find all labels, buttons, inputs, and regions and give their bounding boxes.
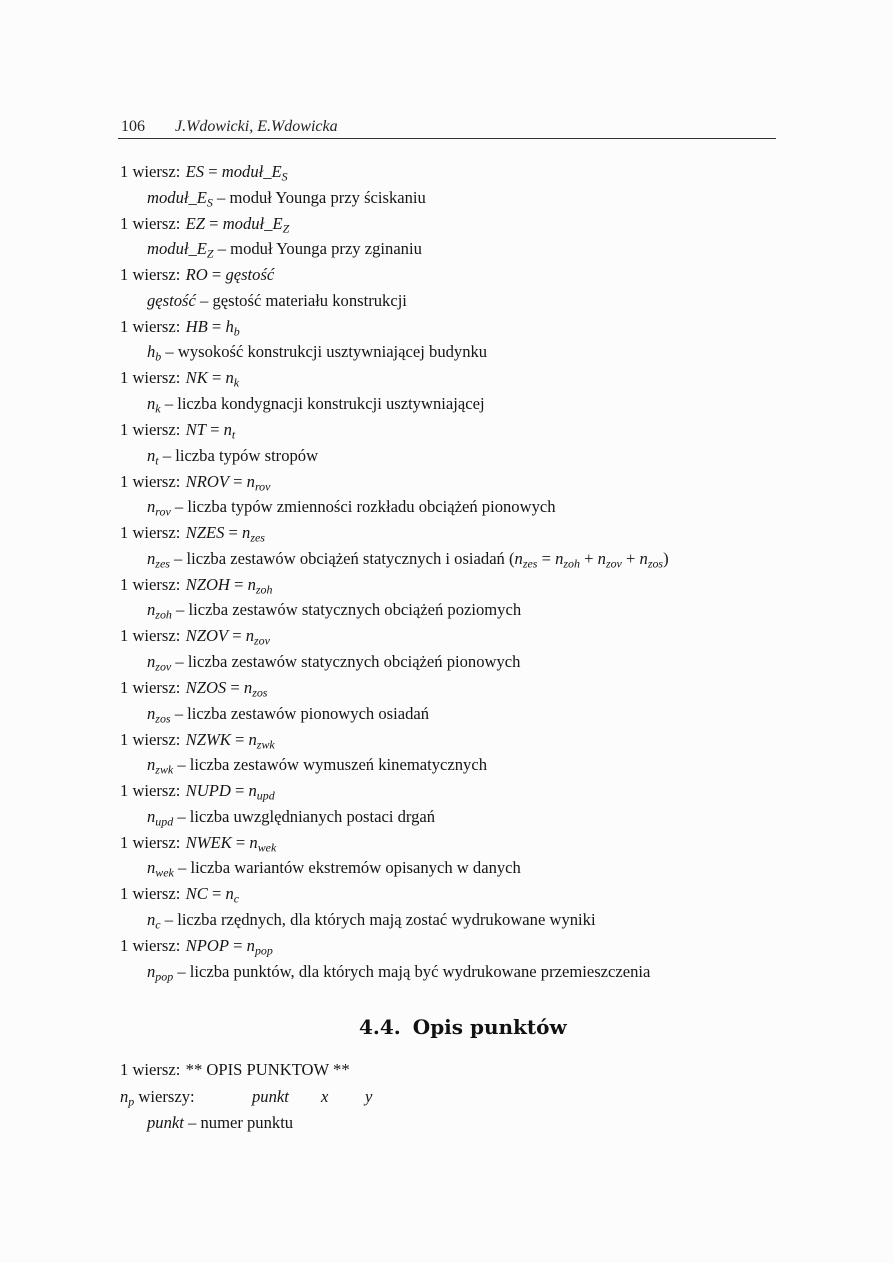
field-symbol-subscript: c [233,891,240,906]
row-label: 1 wiersz: [120,1060,181,1079]
equals-sign: = [226,678,244,697]
equals-sign: = [228,471,247,491]
description-symbol-subscript: t [155,452,159,467]
record-line [120,265,274,285]
row-label: 1 wiersz: [120,162,181,181]
record-line [120,781,275,801]
description-text: – wysokość konstrukcji usztywniającej budynku [161,342,488,362]
formula-paren-close: ) [663,548,669,568]
description-text: – liczba zestawów obciążeń statycznych i osiadań [169,548,510,568]
column-x: x [321,1087,329,1106]
row-label: 1 wiersz: [120,368,181,388]
description-line [147,962,650,982]
description-symbol-subscript: k [155,401,161,416]
field-symbol: n [247,574,256,594]
description-line [147,188,426,208]
description-symbol: n [147,600,156,620]
record-line [120,214,289,234]
field-name: NK [185,368,208,388]
description-symbol-subscript: b [155,349,162,364]
description-symbol: gęstość [147,290,196,310]
description-line [147,342,487,362]
row-label: 1 wiersz: [120,936,181,955]
field-name: NUPD [185,781,231,801]
field-symbol-subscript: zes [250,530,265,545]
record-line [120,730,275,750]
field-name: NZOH [185,574,230,594]
description-symbol: n [147,961,156,981]
row-label: 1 wiersz: [120,523,181,543]
field-symbol: n [249,832,258,852]
row-label: 1 wiersz: [120,265,181,285]
record-value: ** OPIS PUNKTOW ** [185,1060,350,1079]
field-symbol: h [225,316,234,336]
record-line [120,833,276,853]
field-symbol-subscript: pop [254,943,273,958]
row-label: 1 wiersz: [120,832,181,852]
field-symbol-subscript: rov [254,478,271,493]
record-line [120,1087,373,1109]
field-name: RO [185,265,208,285]
equals-sign: = [204,162,222,181]
description-line [147,239,422,259]
field-name: NWEK [185,832,232,852]
field-symbol: moduł_E [222,213,283,233]
field-name: NROV [185,471,229,491]
record-line [120,523,265,543]
description-text: – moduł Younga przy zginaniu [213,239,422,259]
record-line [120,420,235,440]
description-line [147,807,435,827]
description-symbol: h [147,342,156,362]
record-line [120,162,288,182]
record-line [120,884,239,904]
running-header-authors: J.Wdowicki, E.Wdowicka [175,118,338,135]
description-symbol: n [147,497,156,517]
row-label: 1 wiersz: [120,213,181,233]
description-symbol: moduł_E [147,239,207,259]
row-count-subscript: p [128,1094,135,1109]
field-name: HB [185,316,208,336]
description-line [147,497,556,517]
record-line [120,575,272,595]
section-heading [359,1015,567,1039]
field-name: NZES [185,523,225,543]
description-symbol: n [147,755,156,775]
description-text: – liczba zestawów statycznych obciążeń poziomych [171,600,522,620]
description-symbol-subscript: zoh [155,607,172,622]
description-symbol: n [147,909,156,929]
row-label: 1 wiersz: [120,626,181,646]
header-rule [118,138,776,139]
description-text: – liczba typów stropów [158,445,319,465]
description-text: – gęstość materiału konstrukcji [195,290,407,310]
row-count-symbol: n [120,1087,129,1106]
description-symbol: punkt [147,1113,184,1132]
field-symbol-subscript: k [233,375,240,390]
description-symbol-subscript: Z [206,246,214,261]
section-number: 4.4. [359,1015,401,1039]
formula-subscript: zoh [563,556,580,571]
field-symbol: n [242,523,251,543]
field-symbol-subscript: Z [282,220,290,235]
description-symbol: n [147,703,156,723]
field-symbol-subscript: zos [252,685,268,700]
equals-sign: = [230,729,249,749]
description-symbol: n [147,858,156,878]
formula-plus: + [621,548,640,568]
description-symbol-subscript: c [155,917,161,932]
equals-sign: = [205,213,223,233]
description-symbol-subscript: pop [155,968,174,983]
description-text: – liczba uwzględnianych postaci drgań [173,806,436,826]
row-label: 1 wiersz: [120,729,181,749]
description-text: – liczba zestawów wymuszeń kinematycznych [173,755,487,775]
description-line [147,394,485,414]
row-label: 1 wiersz: [120,678,181,697]
description-symbol-subscript: zwk [155,762,174,777]
formula-symbol: n [514,548,523,568]
description-symbol: n [147,651,156,671]
row-label: 1 wiersz: [120,471,181,491]
field-symbol-subscript: wek [257,840,277,855]
equals-sign: = [228,936,247,955]
equals-sign: = [231,832,250,852]
field-symbol: n [246,471,255,491]
description-text: – liczba typów zmienności rozkładu obciążeń pionowych [170,497,556,517]
formula-paren-open: ( [509,548,515,568]
field-symbol-subscript: b [233,324,240,339]
formula-subscript: zov [605,556,622,571]
record-line [120,472,270,492]
row-label: 1 wiersz: [120,884,181,904]
field-symbol-subscript: zoh [255,582,273,597]
field-symbol: n [248,781,257,801]
field-name: ES [185,162,205,181]
description-line [147,549,669,569]
equals-sign: = [229,574,248,594]
description-symbol: n [147,548,156,568]
field-symbol: n [246,936,255,955]
description-symbol: n [147,806,156,826]
description-line [147,858,521,878]
column-y: y [365,1087,373,1106]
record-line [120,317,240,337]
description-line [147,910,596,930]
description-line [147,291,407,311]
field-name: NC [185,884,208,904]
description-symbol: moduł_E [147,187,207,207]
description-symbol-subscript: S [206,194,213,209]
equals-sign: = [207,884,226,904]
description-symbol-subscript: rov [155,504,171,519]
description-symbol-subscript: zov [155,659,172,674]
description-text: – liczba zestawów statycznych obciążeń pionowych [171,651,521,671]
equals-sign: = [207,316,226,336]
formula-equals: = [537,548,556,568]
row-label: 1 wiersz: [120,781,181,801]
description-line [147,755,487,775]
field-name: NZOV [185,626,229,646]
field-name: EZ [185,213,206,233]
description-symbol-subscript: upd [155,814,174,829]
field-symbol: n [248,729,257,749]
description-line [147,600,521,620]
record-line [120,936,273,956]
equals-sign: = [207,368,226,388]
description-line [147,704,429,724]
description-text: – liczba zestawów pionowych osiadań [170,703,430,723]
record-line [120,626,270,646]
equals-sign: = [205,420,224,439]
row-label: 1 wiersz: [120,316,181,336]
description-text: – numer punktu [183,1113,294,1132]
field-symbol: n [223,420,232,439]
field-name: NZOS [185,678,227,697]
formula-subscript: zos [647,556,664,571]
field-name: NZWK [185,729,231,749]
running-header [121,118,338,136]
description-line [147,446,318,466]
description-text: – moduł Younga przy ściskaniu [212,187,426,207]
field-symbol: gęstość [225,265,275,285]
row-label: wierszy: [134,1087,195,1106]
equals-sign: = [224,523,243,543]
equals-sign: = [228,626,246,646]
formula-symbol: n [555,548,564,568]
equals-sign: = [207,265,226,285]
row-label: 1 wiersz: [120,420,181,439]
row-label: 1 wiersz: [120,574,181,594]
description-line [147,652,520,672]
description-line [147,1113,293,1133]
description-text: – liczba wariantów ekstremów opisanych w danych [173,858,521,878]
description-symbol-subscript: wek [155,865,174,880]
field-symbol-subscript: S [281,169,288,184]
column-punkt: punkt [252,1087,289,1106]
field-symbol: n [245,626,255,646]
equals-sign: = [230,781,249,801]
field-symbol-subscript: zov [254,633,270,648]
field-symbol: n [225,884,234,904]
field-symbol: n [243,678,253,697]
description-symbol-subscript: zes [155,556,170,571]
formula-symbol: n [639,548,648,568]
description-symbol: n [147,445,156,465]
description-text: – liczba kondygnacji konstrukcji usztywniającej [160,393,485,413]
field-symbol: n [225,368,234,388]
field-name: NT [185,420,206,439]
formula-symbol: n [597,548,606,568]
field-symbol: moduł_E [221,162,282,181]
field-symbol-subscript: zwk [256,736,275,751]
description-text: – liczba punktów, dla których mają być wydrukowane przemieszczenia [173,961,651,981]
description-text: – liczba rzędnych, dla których mają zostać wydrukowane wyniki [160,909,596,929]
description-symbol: n [147,393,156,413]
page-number: 106 [121,118,145,135]
formula-plus: + [579,548,598,568]
formula-subscript: zes [522,556,538,571]
record-line [120,678,267,698]
record-line [120,368,239,388]
field-symbol-subscript: upd [256,788,275,803]
description-symbol-subscript: zos [155,710,171,725]
record-line [120,1060,350,1080]
section-title: Opis punktów [412,1015,567,1039]
field-symbol-subscript: t [231,427,236,442]
field-name: NPOP [185,936,229,955]
